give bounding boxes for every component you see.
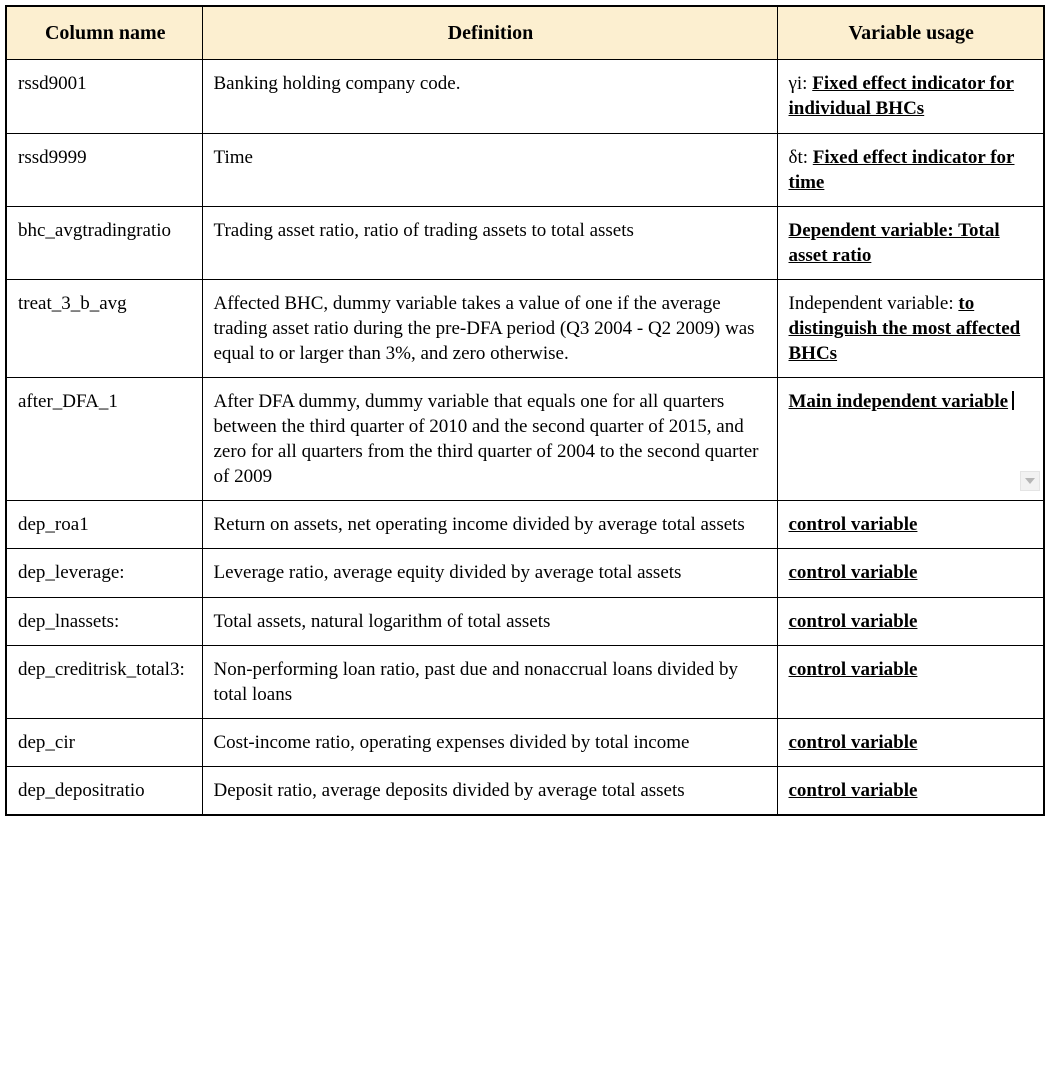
cell-definition: Non-performing loan ratio, past due and nonaccrual loans divided by total loans <box>202 645 777 718</box>
cell-column-name: dep_creditrisk_total3: <box>6 645 202 718</box>
cell-variable-usage <box>777 718 1044 766</box>
cell-column-name: dep_cir <box>6 718 202 766</box>
scroll-down-arrow-button[interactable] <box>1020 471 1040 491</box>
usage-emphasis: Fixed effect indicator for individual BHCs <box>788 73 1014 120</box>
table-row <box>6 718 1044 766</box>
cell-variable-usage <box>777 597 1044 645</box>
usage-emphasis: to distinguish the most affected BHCs <box>788 292 1021 365</box>
table-row <box>6 501 1044 549</box>
cell-definition: Banking holding company code. <box>202 60 777 133</box>
cell-definition: Total assets, natural logarithm of total assets <box>202 597 777 645</box>
cell-definition: Time <box>202 133 777 206</box>
variable-definition-table <box>5 5 1045 816</box>
cell-definition: Return on assets, net operating income divided by average total assets <box>202 501 777 549</box>
cell-column-name: rssd9001 <box>6 60 202 133</box>
cell-variable-usage <box>777 645 1044 718</box>
cell-variable-usage <box>777 133 1044 206</box>
table-row <box>6 60 1044 133</box>
usage-emphasis: control variable <box>788 731 918 753</box>
column-header-variable-usage: Variable usage <box>777 6 1044 60</box>
column-header-definition: Definition <box>202 6 777 60</box>
text-cursor-caret <box>1012 391 1014 410</box>
cell-definition: Cost-income ratio, operating expenses divided by total income <box>202 718 777 766</box>
cell-variable-usage <box>777 501 1044 549</box>
usage-emphasis: control variable <box>788 658 918 680</box>
usage-emphasis: control variable <box>788 610 918 632</box>
cell-column-name: after_DFA_1 <box>6 378 202 501</box>
usage-emphasis: Fixed effect indicator for time <box>788 146 1015 193</box>
cell-variable-usage <box>777 766 1044 815</box>
cell-variable-usage <box>777 378 1044 501</box>
usage-emphasis: Main independent variable <box>788 391 1009 413</box>
table-row <box>6 645 1044 718</box>
usage-prefix: γi: <box>788 73 813 95</box>
usage-prefix: δt: <box>788 146 813 168</box>
table-row <box>6 378 1044 501</box>
cell-column-name: dep_roa1 <box>6 501 202 549</box>
cell-definition: Trading asset ratio, ratio of trading assets to total assets <box>202 206 777 279</box>
usage-emphasis: control variable <box>788 562 918 584</box>
cell-variable-usage <box>777 279 1044 377</box>
cell-definition: Leverage ratio, average equity divided by average total assets <box>202 549 777 597</box>
table-row <box>6 597 1044 645</box>
table-row <box>6 279 1044 377</box>
cell-definition: Deposit ratio, average deposits divided by average total assets <box>202 766 777 815</box>
cell-column-name: dep_depositratio <box>6 766 202 815</box>
cell-definition: After DFA dummy, dummy variable that equals one for all quarters between the third quarter of 2010 and the second quarter of 2015, and zero for all quarters from the third quarter of 2004 to the second quarter of 2009 <box>202 378 777 501</box>
cell-column-name: dep_lnassets: <box>6 597 202 645</box>
chevron-down-icon <box>1025 478 1035 484</box>
usage-emphasis: Dependent variable: Total asset ratio <box>788 219 1000 266</box>
usage-prefix: Independent variable: <box>788 292 959 314</box>
cell-variable-usage <box>777 206 1044 279</box>
variable-definition-table-container <box>5 5 1043 816</box>
cell-column-name: rssd9999 <box>6 133 202 206</box>
usage-emphasis: control variable <box>788 514 918 536</box>
table-row <box>6 133 1044 206</box>
cell-definition: Affected BHC, dummy variable takes a value of one if the average trading asset ratio during the pre-DFA period (Q3 2004 - Q2 2009) was equal to or larger than 3%, and zero otherwise. <box>202 279 777 377</box>
cell-column-name: dep_leverage: <box>6 549 202 597</box>
table-header-row <box>6 6 1044 60</box>
usage-emphasis: control variable <box>788 779 918 801</box>
table-row <box>6 766 1044 815</box>
cell-variable-usage <box>777 549 1044 597</box>
cell-variable-usage <box>777 60 1044 133</box>
table-row <box>6 549 1044 597</box>
table-header <box>6 6 1044 60</box>
table-body <box>6 60 1044 815</box>
column-header-column-name: Column name <box>6 6 202 60</box>
cell-column-name: treat_3_b_avg <box>6 279 202 377</box>
cell-column-name: bhc_avgtradingratio <box>6 206 202 279</box>
table-row <box>6 206 1044 279</box>
